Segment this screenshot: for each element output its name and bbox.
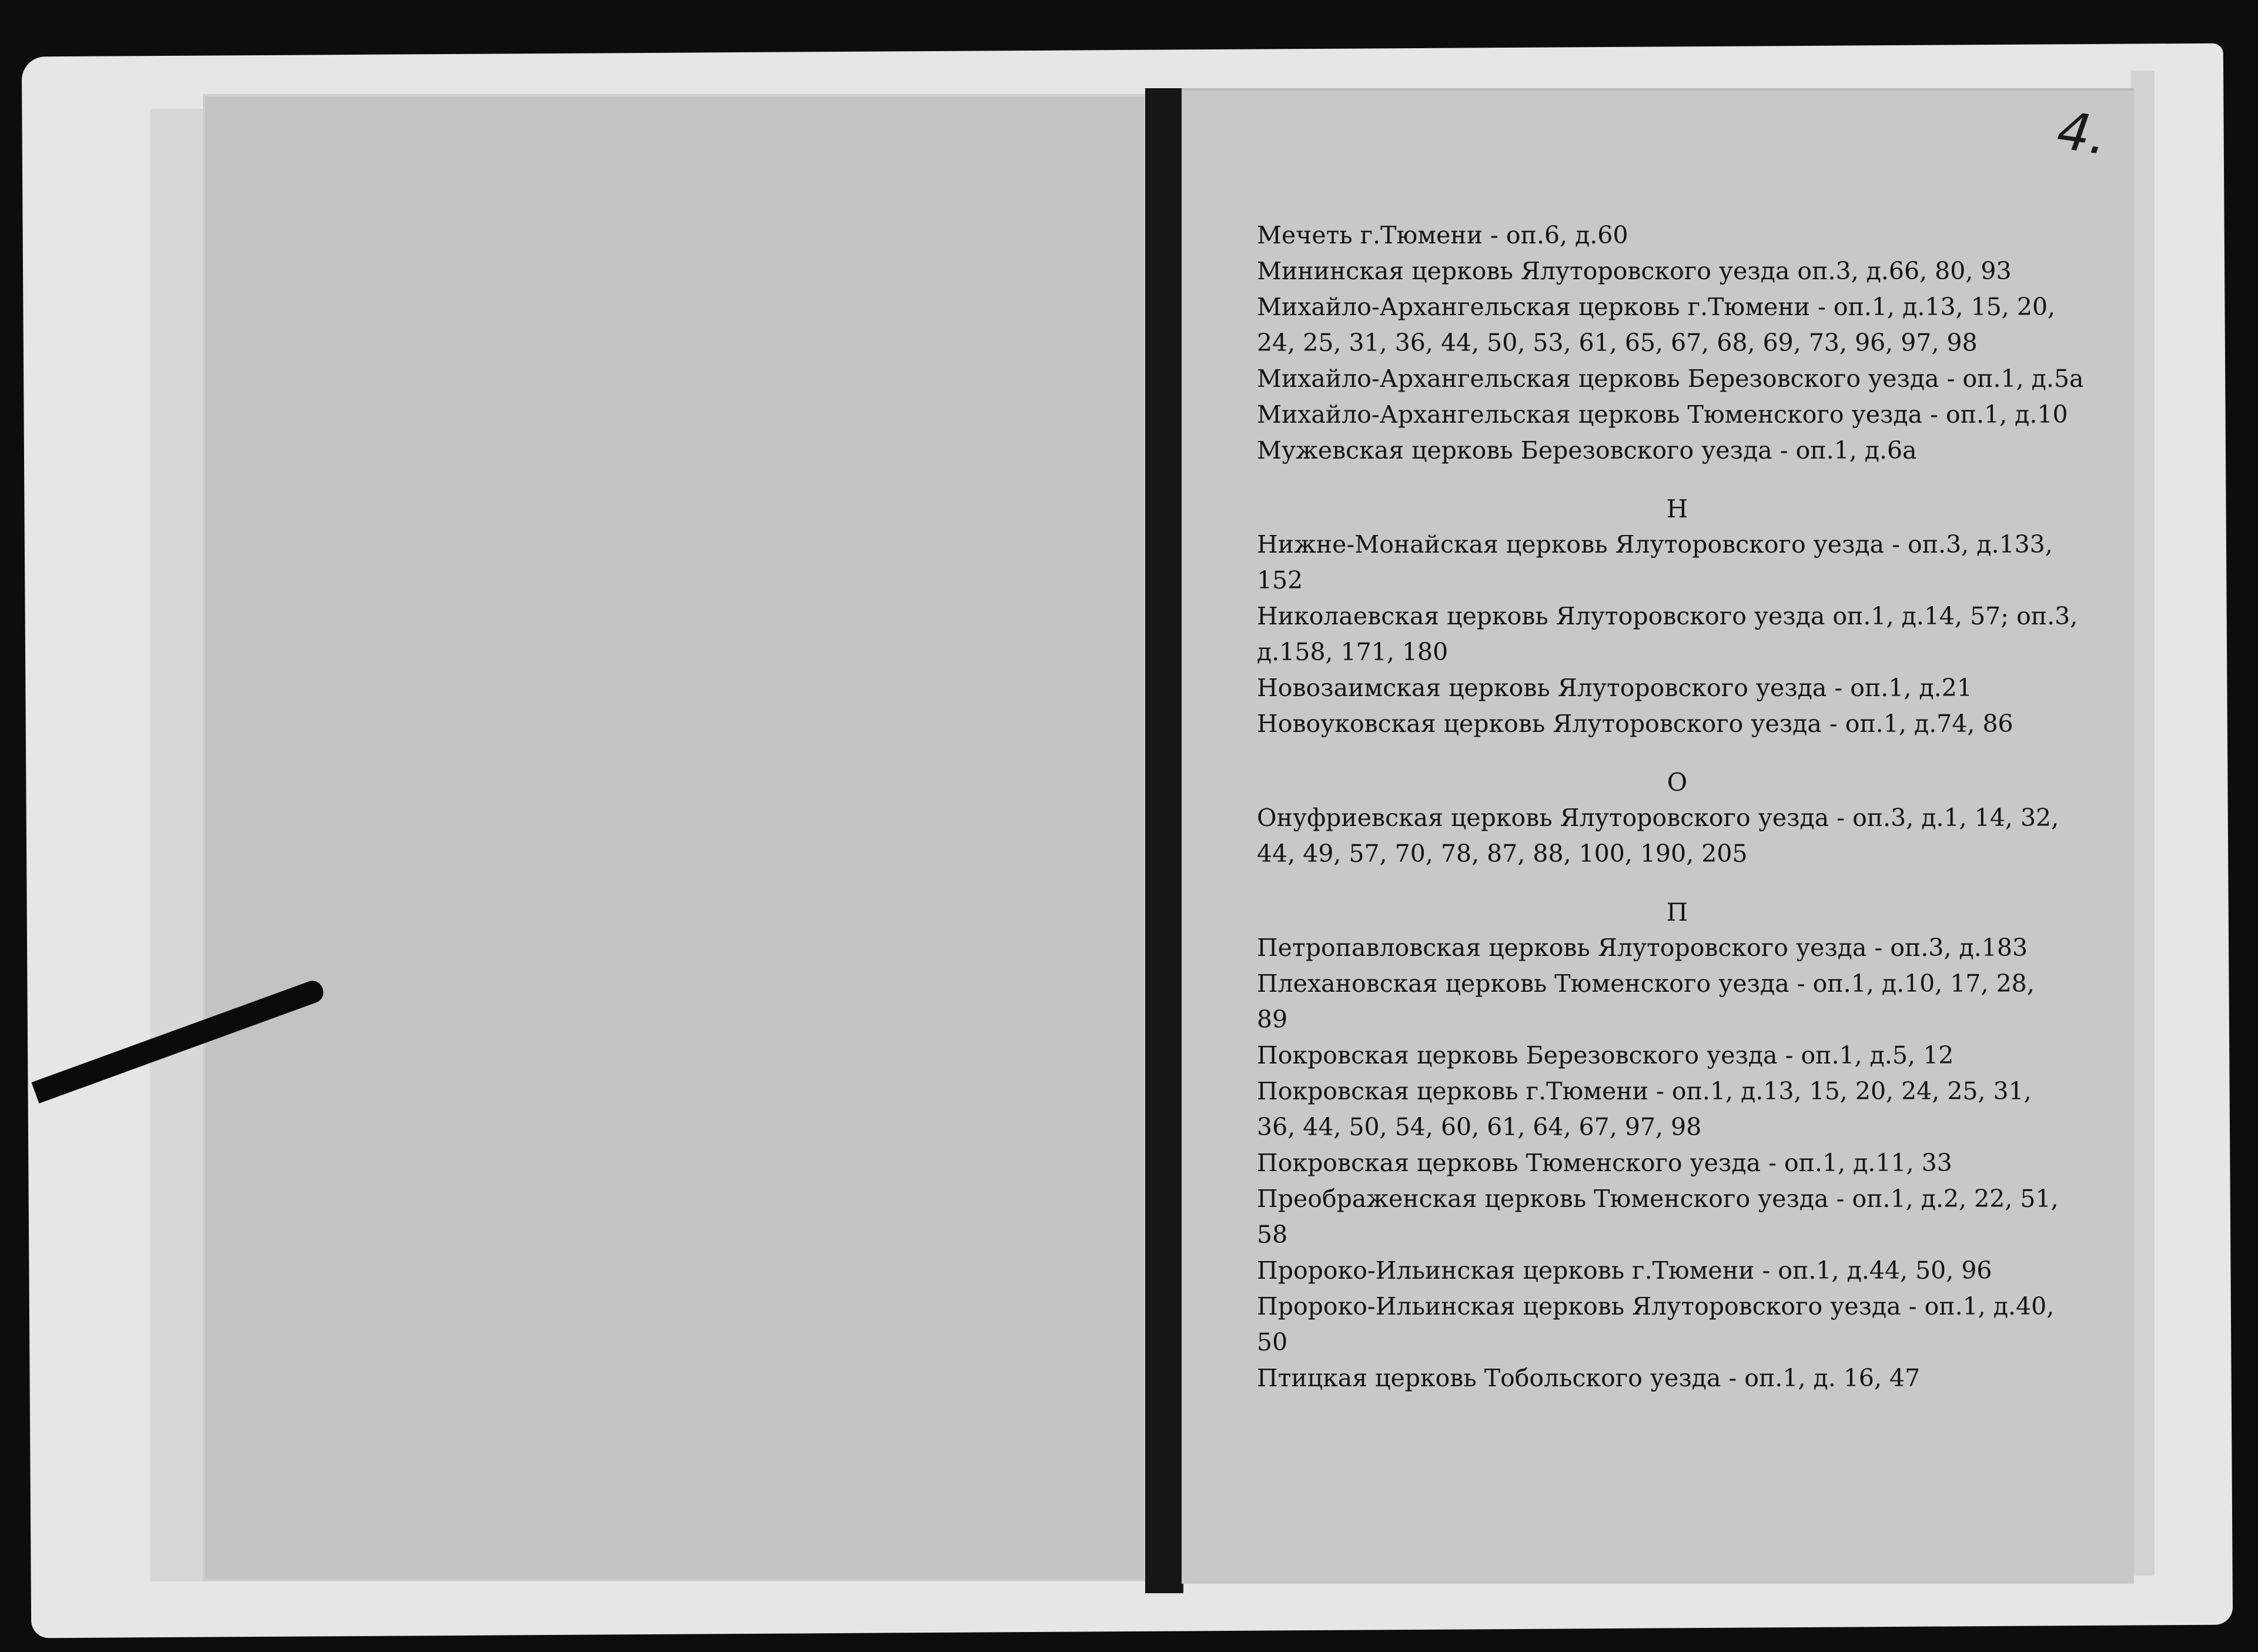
index-entry-line: 152 bbox=[1257, 566, 1303, 594]
index-entry-line: Плехановская церковь Тюменского уезда - оп.1, д.10, 17, 28, bbox=[1257, 969, 2035, 998]
left-page-blank bbox=[203, 94, 1146, 1581]
index-entry-line: 58 bbox=[1257, 1220, 1288, 1249]
index-entry-line: Преображенская церковь Тюменского уезда - оп.1, д.2, 22, 51, bbox=[1257, 1185, 2059, 1213]
index-entry-line: Николаевская церковь Ялуторовского уезда оп.1, д.14, 57; оп.3, bbox=[1257, 602, 2078, 630]
index-entry-line: Михайло-Архангельская церковь г.Тюмени - оп.1, д.13, 15, 20, bbox=[1257, 293, 2056, 321]
section-letter-heading: Н bbox=[1666, 494, 1688, 523]
section-letter-heading: О bbox=[1667, 768, 1688, 797]
index-entry-line: 50 bbox=[1257, 1328, 1288, 1356]
folio-number: 4. bbox=[2053, 99, 2111, 167]
index-entry-line: Михайло-Архангельская церковь Березовского уезда - оп.1, д.5а bbox=[1257, 364, 2084, 393]
index-text bbox=[1257, 218, 2098, 1396]
right-page-stack-edge bbox=[2131, 71, 2155, 1576]
index-entry-line: Онуфриевская церковь Ялуторовского уезда - оп.3, д.1, 14, 32, bbox=[1257, 804, 2059, 832]
index-entry-line: Петропавловская церковь Ялуторовского уезда - оп.3, д.183 bbox=[1257, 934, 2028, 962]
index-section bbox=[1257, 491, 2098, 742]
index-section bbox=[1257, 894, 2098, 1396]
index-entry-line: Мужевская церковь Березовского уезда - оп.1, д.6а bbox=[1257, 436, 1917, 464]
index-entry-line: Покровская церковь г.Тюмени - оп.1, д.13, 15, 20, 24, 25, 31, bbox=[1257, 1077, 2032, 1105]
index-entry-line: Новозаимская церковь Ялуторовского уезда - оп.1, д.21 bbox=[1257, 674, 1972, 702]
index-entry-line: Птицкая церковь Тобольского уезда - оп.1, д. 16, 47 bbox=[1257, 1364, 1921, 1392]
index-entry-line: Пророко-Ильинская церковь г.Тюмени - оп.1, д.44, 50, 96 bbox=[1257, 1256, 1992, 1285]
binding-spine bbox=[1145, 88, 1183, 1593]
index-entry-line: Мечеть г.Тюмени - оп.6, д.60 bbox=[1257, 221, 1628, 249]
index-entry-line: Мининская церковь Ялуторовского уезда оп.3, д.66, 80, 93 bbox=[1257, 257, 2012, 285]
section-letter-heading: П bbox=[1666, 898, 1688, 927]
index-entry-line: 44, 49, 57, 70, 78, 87, 88, 100, 190, 205 bbox=[1257, 840, 1748, 868]
index-entry-line: 24, 25, 31, 36, 44, 50, 53, 61, 65, 67, 68, 69, 73, 96, 97, 98 bbox=[1257, 329, 1978, 357]
index-entry-line: Михайло-Архангельская церковь Тюменского уезда - оп.1, д.10 bbox=[1257, 400, 2068, 429]
index-entry-line: 36, 44, 50, 54, 60, 61, 64, 67, 97, 98 bbox=[1257, 1113, 1702, 1141]
index-entry-line: Покровская церковь Березовского уезда - оп.1, д.5, 12 bbox=[1257, 1041, 1954, 1069]
index-entry-line: Нижне-Монайская церковь Ялуторовского уезда - оп.3, д.133, bbox=[1257, 530, 2053, 559]
index-section bbox=[1257, 218, 2098, 469]
index-entry-line: д.158, 171, 180 bbox=[1257, 638, 1449, 666]
index-section bbox=[1257, 764, 2098, 872]
index-entry-line: Новоуковская церковь Ялуторовского уезда - оп.1, д.74, 86 bbox=[1257, 710, 2013, 738]
index-entry-line: Пророко-Ильинская церковь Ялуторовского уезда - оп.1, д.40, bbox=[1257, 1292, 2055, 1320]
index-entry-line: 89 bbox=[1257, 1005, 1288, 1034]
index-entry-line: Покровская церковь Тюменского уезда - оп.1, д.11, 33 bbox=[1257, 1149, 1952, 1177]
